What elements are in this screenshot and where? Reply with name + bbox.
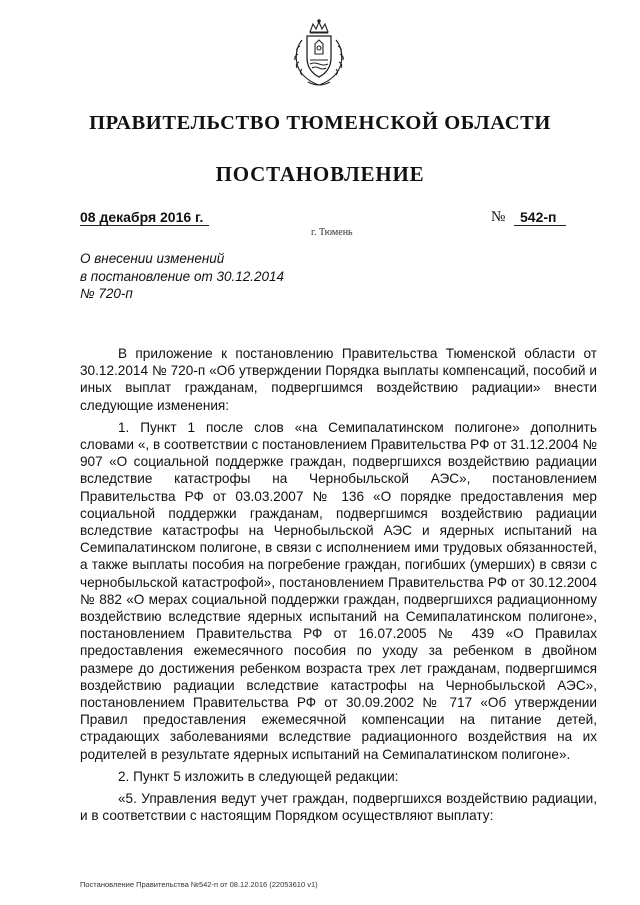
coat-of-arms-icon [288,18,350,88]
subject-line: № 720-п [80,286,133,301]
document-subject [80,250,284,303]
number-sign: № [491,209,506,225]
footer-reference: Постановление Правительства №542-п от 08.12.2016 (22053610 v1) [80,880,318,889]
government-title: ПРАВИТЕЛЬСТВО ТЮМЕНСКОЙ ОБЛАСТИ [89,112,551,134]
intro-paragraph: В приложение к постановлению Правительства Тюменской области от 30.12.2014 № 720-п «Об утверждении Порядка выплаты компенсаций, пособий и иных выплат гражданам, подвергшимся воздействию радиации» внести следующие изменения: [80,346,597,413]
document-date: 08 декабря 2016 г. [80,209,209,226]
item-2-paragraph: 2. Пункт 5 изложить в следующей редакции: [118,768,399,784]
city-label: г. Тюмень [311,227,353,238]
document-type-title: ПОСТАНОВЛЕНИЕ [215,162,425,186]
document-number: 542-п [514,209,566,226]
subject-line: О внесении изменений [80,251,225,266]
item-2-quote-paragraph: «5. Управления ведут учет граждан, подвергшихся воздействию радиации, и в соответствии с настоящим Порядком осуществляют выплату: [80,791,597,824]
item-1-paragraph: 1. Пункт 1 после слов «на Семипалатинском полигоне» дополнить словами «, в соответствии с постановлением Правительства РФ от 31.12.2004 № 907 «О социальной поддержке граждан, подвергшихся воздействию радиации вследствие катастрофы на Чернобыльской АЭС», постановлением Правительства РФ от 03.03.2007 № 136 «О порядке предоставления мер социальной поддержки гражданам, подвергшимся воздействию радиации вследствие катастрофы на Чернобыльской АЭС и ядерных испытаний на Семипалатинском полигоне, в связи с исполнением ими трудовых обязанностей, а также выплаты пособия на погребение граждан, погибших (умерших) в связи с чернобыльской катастрофой», постановлением Правительства РФ от 30.12.2004 № 882 «О мерах социальной поддержки граждан, подвергшихся радиационному воздействию вследствие ядерных испытаний на Семипалатинском полигоне», постановлением Правительства РФ от 16.07.2005 № 439 «О Правилах предоставления ежемесячного пособия по уходу за ребенком в двойном размере до достижения ребенком возраста трех лет гражданам, подвергшимся воздействию радиации вследствие катастрофы на Чернобыльской АЭС», постановлением Правительства РФ от 30.09.2002 № 717 «Об утверждении Правил предоставления ежемесячной компенсации на питание детей, страдающих заболеваниями вследствие радиационного воздействия на их родителей в результате ядерных испытаний на Семипалатинском полигоне». [80,419,597,762]
subject-line: в постановление от 30.12.2014 [80,268,285,284]
document-body [80,345,597,829]
